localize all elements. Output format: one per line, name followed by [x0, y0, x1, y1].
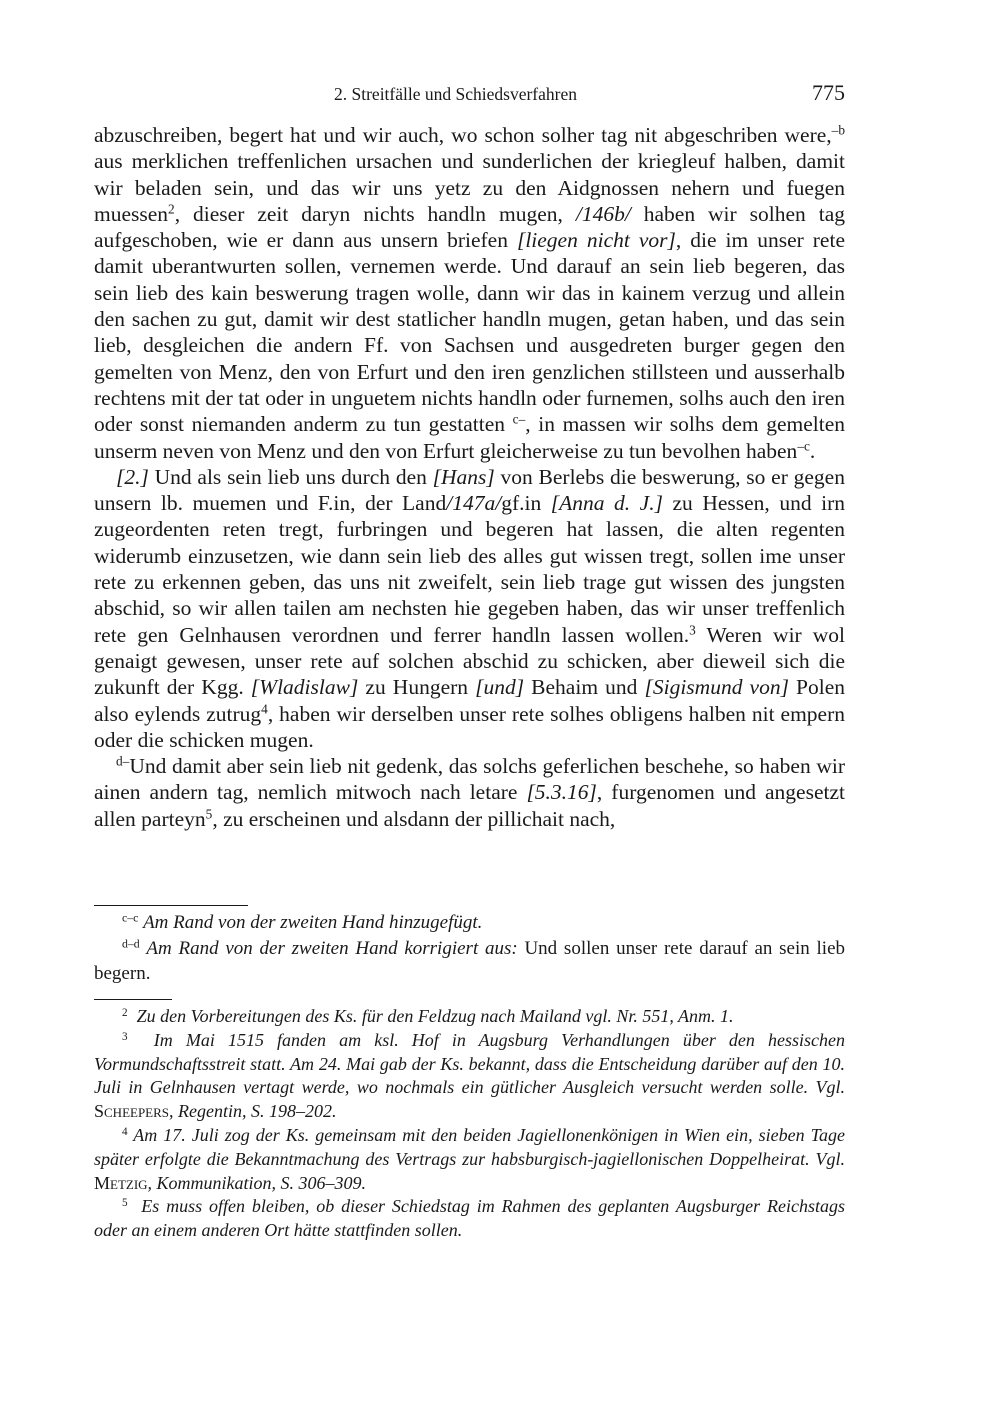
- editorial-note: [und]: [475, 675, 525, 700]
- editorial-note: [Hans]: [432, 464, 495, 489]
- apparatus-mark: –c: [797, 438, 810, 454]
- folio-mark: /147a/: [446, 491, 502, 516]
- footnote-ref: 4: [261, 701, 268, 717]
- running-head: 2. Streitfälle und Schiedsverfahren: [334, 84, 577, 104]
- apparatus-mark: –b: [831, 122, 845, 138]
- section-number: [2.]: [116, 464, 149, 489]
- editorial-note: [liegen nicht vor]: [516, 228, 676, 253]
- text-run: Und damit aber sein lieb nit gedenk, das solchs geferlichen beschehe, so haben wir ainen andern tag, nemlich mitwoch nach letare: [94, 754, 845, 805]
- folio-mark: /146b/: [575, 201, 631, 226]
- text-run: , dieser zeit daryn nichts handln mugen,: [174, 201, 576, 226]
- footnote-2: [94, 1005, 845, 1029]
- footnote-text: Am 17. Juli zog der Ks. gemeinsam mit den beiden Jagiellonenkönigen in Wien ein, sieben Tage später erfolgte die Bekanntmachung des Vertrags zur habsburgisch-jagiellonischen Doppelheirat. Vgl.: [94, 1124, 845, 1169]
- text-run: aus merklichen treffenlichen ursachen und sunderlichen der kriegleuf halben, damit wir beladen sein, und das wir uns yetz zu den Aidgnossen nehern und fuegen muessen: [94, 149, 845, 226]
- apparatus-note-plain: Und sollen unser rete darauf an sein lieb begern.: [94, 937, 846, 984]
- text-run: zu Hessen, und irn zugeordenten reten tregt, furbringen und begeren hat lassen, die alten regenten widerumb einzusetzen, wie dann sein lieb des alles gut wissen tregt, sollen ime unser rete zu erkennen geben, das uns nit zweifelt, sein lieb trage gut wissen des jungsten abschid, so wir allen tailen am nechsten hie gegeben haben, das wir unser treffenlich rete gen Gelnhausen verordnen und ferrer handln lassen wollen.: [94, 491, 845, 647]
- footnote-4: [94, 1124, 845, 1195]
- footnote-divider: [94, 999, 172, 1000]
- critical-apparatus: [94, 910, 845, 987]
- apparatus-note: [94, 936, 845, 987]
- text-run: Behaim und: [524, 675, 645, 700]
- text-run: , die im unser rete damit uberantwurten sollen, vernemen werde. Und darauf an sein lieb begeren, das sein lieb des kain beswerung tragen wolle, dann wir das in kainem verzug und allein den sachen zu gut, damit wir dest statlicher handln mugen, getan haben, und das sein lieb, desgleichen die andern Ff. von Sachsen und ausgedreten burger gegen den gemelten von Menz, den von Erfurt und den iren genzlichen stillsteen und ausserhalb rechtens mit der tat oder in unguetem nichts handln oder furnemen, solhs auch den iren oder sonst niemanden anderm zu tun gestatten: [94, 228, 845, 437]
- footnote-number: 4: [122, 1125, 128, 1138]
- footnote-5: [94, 1195, 845, 1243]
- footnote-author: Metzig: [94, 1172, 148, 1193]
- apparatus-note-italic: Am Rand von der zweiten Hand korrigiert aus:: [146, 937, 518, 959]
- apparatus-note: [94, 910, 845, 936]
- text-run: haben wir solhen tag aufgeschoben, wie er dann aus unsern briefen: [94, 201, 845, 253]
- apparatus-divider: [94, 905, 248, 906]
- apparatus-mark: c–: [512, 411, 526, 427]
- footnote-number: 2: [122, 1006, 128, 1019]
- footnotes: [94, 1005, 845, 1243]
- text-run: .: [809, 438, 816, 463]
- footnote-ref: 3: [689, 622, 696, 638]
- text-run: Und als sein lieb uns durch den: [148, 464, 433, 489]
- footnote-ref: 2: [168, 201, 175, 217]
- footnote-text: , Regentin, S. 198–202.: [169, 1101, 337, 1122]
- apparatus-note-italic: Am Rand von der zweiten Hand hinzugefügt.: [143, 912, 483, 933]
- footnote-ref: 5: [205, 806, 213, 822]
- text-run: von Berlebs die beswerung, so er gegen unsern lb. muemen und F.in, der Land: [94, 464, 845, 516]
- editorial-note: [Wladislaw]: [250, 675, 359, 700]
- footnote-author: Scheepers: [94, 1101, 170, 1122]
- page-number: 775: [812, 80, 845, 105]
- footnote-text: Im Mai 1515 fanden am ksl. Hof in Augsburg Verhandlungen über den hessischen Vormundschaftsstreit statt. Am 24. Mai gab der Ks. bekannt, dass die Entscheidung darüber auf den 10. Juli in Gelnhausen vertagt werde, wo nochmals ein gütlicher Ausgleich versucht werden solle. Vgl.: [94, 1029, 845, 1098]
- footnote-number: 3: [122, 1030, 128, 1043]
- paragraph-2: [94, 464, 845, 753]
- text-run: zu Hungern: [358, 675, 476, 700]
- main-text: [94, 122, 845, 832]
- text-run: gf.in: [501, 491, 551, 516]
- footnote-text: Zu den Vorbereitungen des Ks. für den Feldzug nach Mailand vgl. Nr. 551, Anm. 1.: [136, 1006, 734, 1026]
- text-run: , zu erscheinen und alsdann der pillichait nach,: [212, 806, 616, 831]
- footnote-text: Es muss offen bleiben, ob dieser Schiedstag im Rahmen des geplanten Augsburger Reichstags oder an einem anderen Ort hätte stattfinden sollen.: [94, 1196, 846, 1241]
- text-run: abzuschreiben, begert hat und wir auch, wo schon solher tag nit abgeschriben were,: [94, 123, 832, 147]
- editorial-note: [5.3.16]: [526, 780, 597, 805]
- text-run: Polen also eylends zutrug: [94, 675, 845, 726]
- text-run: , in massen wir solhs dem gemelten unserm neven von Menz und den von Erfurt gleicherweise zu tun bevolhen haben: [94, 412, 846, 463]
- text-run: , furgenomen und angesetzt allen parteyn: [94, 780, 845, 831]
- editorial-note: [Sigismund von]: [644, 675, 789, 700]
- apparatus-note-mark: c–c: [122, 911, 139, 925]
- apparatus-note-mark: d–d: [122, 937, 140, 951]
- text-run: Weren wir wol genaigt gewesen, unser rete auf solchen abschid zu schicken, aber dieweil sich die zukunft der Kgg.: [94, 622, 845, 700]
- editorial-note: [Anna d. J.]: [550, 491, 663, 516]
- footnote-text: , Kommunikation, S. 306–309.: [147, 1172, 367, 1193]
- paragraph-3: [94, 753, 845, 832]
- footnote-number: 5: [122, 1197, 128, 1210]
- apparatus-mark: d–: [116, 753, 130, 769]
- paragraph-1: [94, 122, 845, 464]
- footnote-3: [94, 1029, 845, 1124]
- text-run: , haben wir derselben unser rete solhes obligens halben nit empern oder die schicken mugen.: [94, 701, 845, 752]
- page-header: [94, 80, 845, 110]
